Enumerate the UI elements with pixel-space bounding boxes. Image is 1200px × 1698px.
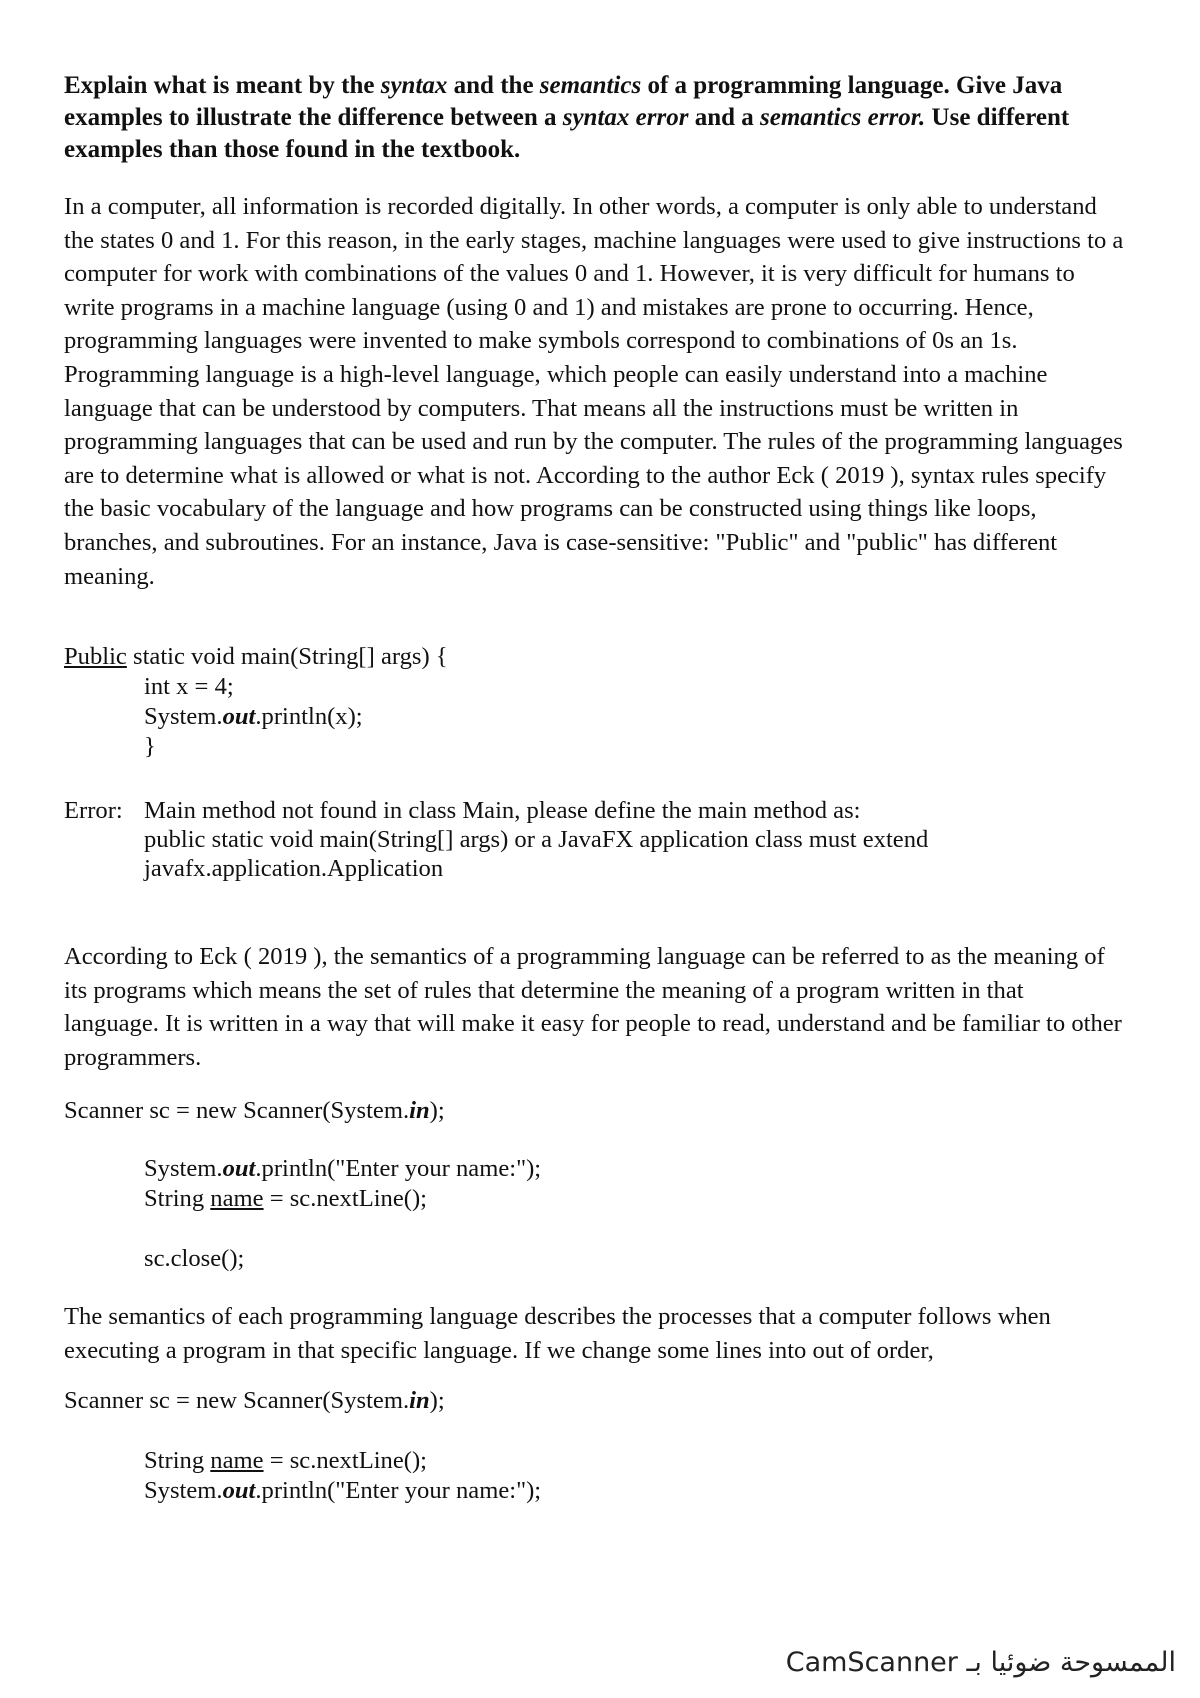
error-line: public static void main(String[] args) or a JavaFX application class must extend	[144, 826, 929, 853]
code-line: System.out.println("Enter your name:");	[144, 1155, 542, 1182]
error-message	[64, 796, 1124, 883]
syntax-explanation-paragraph: In a computer, all information is recorded digitally. In other words, a computer is only able to understand the states 0 and 1. For this reason, in the early stages, machine languages were used to give instructions to a computer for work with combinations of the values 0 and 1. However, it is very difficult for humans to write programs in a machine language (using 0 and 1) and mistakes are prone to occurring. Hence, programming languages were invented to make symbols correspond to combinations of 0s an 1s. Programming language is a high-level language, which people can easily understand into a machine language that can be understood by computers. That means all the instructions must be written in programming languages that can be used and run by the computer. The rules of the programming languages are to determine what is allowed or what is not. According to the author Eck ( 2019 ), syntax rules specify the basic vocabulary of the language and how programs can be constructed using things like loops, branches, and subroutines. For an instance, Java is case-sensitive: "Public" and "public" has different meaning.	[64, 193, 1124, 590]
code-line: System.out.println(x);	[144, 703, 363, 730]
semantics-explanation-paragraph: According to Eck ( 2019 ), the semantics of a programming language can be referred to as the meaning of its programs which means the set of rules that determine the meaning of a program written in that language. It is written in a way that will make it easy for people to read, understand and be familiar to other programmers.	[64, 943, 1122, 1071]
code-line: System.out.println("Enter your name:");	[144, 1477, 542, 1504]
code-example-out-of-order	[64, 1386, 1124, 1506]
code-line: sc.close();	[144, 1245, 245, 1272]
error-label: Error:	[64, 797, 123, 824]
error-line: javafx.application.Application	[144, 855, 444, 882]
question-text: Explain what is meant by the syntax and the semantics of a programming language. Give Java examples to illustrate the difference between a syntax error and a semantics error. Use different examples than those found in the textbook.	[64, 72, 1070, 163]
code-line: String name = sc.nextLine();	[144, 1185, 427, 1212]
code-example-syntax	[64, 642, 1124, 762]
code-line: Scanner sc = new Scanner(System.in);	[64, 1097, 445, 1124]
code-line: Scanner sc = new Scanner(System.in);	[64, 1387, 445, 1414]
camscanner-watermark: CamScanner الممسوحة ضوئيا بـ	[785, 1647, 1176, 1678]
semantics-process-paragraph: The semantics of each programming language describes the processes that a computer follows when executing a program in that specific language. If we change some lines into out of order,	[64, 1303, 1051, 1364]
code-line: int x = 4;	[144, 673, 234, 700]
code-example-semantics	[64, 1096, 1124, 1274]
code-line: }	[144, 733, 156, 760]
code-line: Public static void main(String[] args) {	[64, 643, 448, 670]
code-line: String name = sc.nextLine();	[144, 1447, 427, 1474]
error-line: Main method not found in class Main, please define the main method as:	[144, 797, 861, 824]
